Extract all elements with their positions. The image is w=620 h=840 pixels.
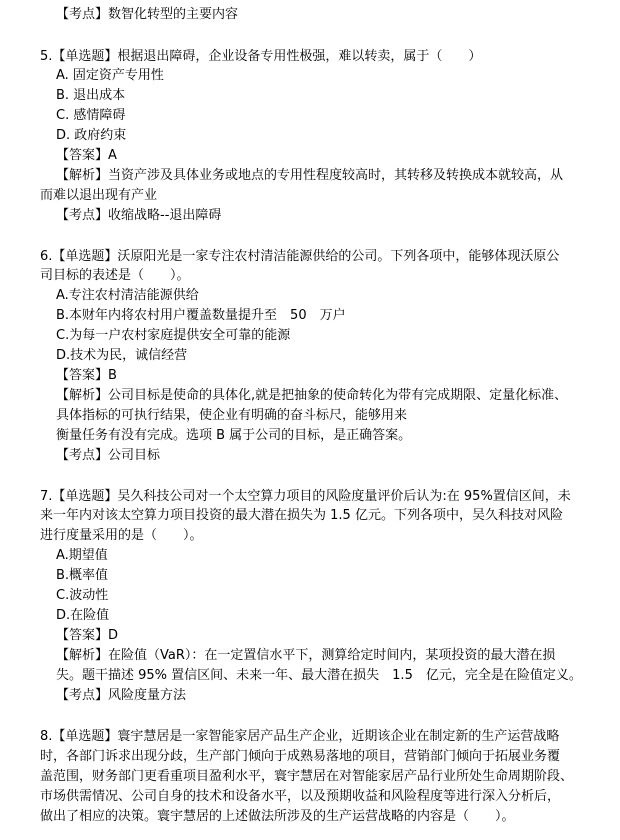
analysis-cont: 衡量任务有没有完成。选项 B 属于公司的目标，是正确答案。 xyxy=(56,428,412,443)
question-stem-cont: 时，各部门诉求出现分歧，生产部门倾向于成熟易落地的项目，营销部门倾向于拓展业务覆 xyxy=(40,749,561,764)
analysis-cont: 具体指标的可执行结果，使企业有明确的奋斗标尺，能够用来 xyxy=(56,408,408,423)
option-b: B.本财年内将农村用户覆盖数量提升至 50 万户 xyxy=(56,308,346,323)
question-stem: 7.【单选题】吴久科技公司对一个太空算力项目的风险度量评价后认为:在 95%置信区间，未 xyxy=(40,489,571,504)
option-d: D.在险值 xyxy=(56,608,110,623)
option-c: C.波动性 xyxy=(56,588,109,603)
analysis: 【解析】当资产涉及具体业务或地点的专用性程度较高时，其转移及转换成本就较高，从 xyxy=(56,168,564,183)
option-b: B. 退出成本 xyxy=(56,88,126,103)
question-stem: 6.【单选题】沃原阳光是一家专注农村清洁能源供给的公司。下列各项中，能够体现沃原公 xyxy=(40,249,560,264)
option-d: D. 政府约束 xyxy=(56,128,127,143)
question-stem: 5.【单选题】根据退出障碍，企业设备专用性极强，难以转卖，属于（ ） xyxy=(40,49,482,64)
kaodian-top: 【考点】数智化转型的主要内容 xyxy=(56,7,239,22)
question-stem: 8.【单选题】寰宇慧居是一家智能家居产品生产企业，近期该企业在制定新的生产运营战略 xyxy=(40,729,560,744)
question-stem-cont: 市场供需情况、公司自身的技术和设备水平，以及预期收益和风险程度等进行深入分析后， xyxy=(40,789,561,804)
question-stem-cont: 盖范围，财务部门更看重项目盈利水平，寰宇慧居在对智能家居产品行业所处生命周期阶段、 xyxy=(40,769,574,784)
question-stem-cont: 进行度量采用的是（ ）。 xyxy=(40,528,203,543)
question-stem-cont: 做出了相应的决策。寰宇慧居的上述做法所涉及的生产运营战略的内容是（ ）。 xyxy=(40,809,515,824)
option-a: A. 固定资产专用性 xyxy=(56,68,164,83)
kaodian: 【考点】风险度量方法 xyxy=(56,688,187,703)
answer: 【答案】B xyxy=(56,368,117,383)
answer: 【答案】D xyxy=(56,628,119,643)
analysis-cont: 失。题干描述 95% 置信区间、未来一年、最大潜在损失 1.5 亿元，完全是在险值定义。 xyxy=(56,668,582,683)
question-stem-cont: 司目标的表述是（ ）。 xyxy=(40,268,190,283)
answer: 【答案】A xyxy=(56,148,117,163)
option-c: C. 感情障碍 xyxy=(56,108,126,123)
option-a: A.期望值 xyxy=(56,548,108,563)
analysis-cont: 而难以退出现有产业 xyxy=(40,188,158,203)
kaodian: 【考点】公司目标 xyxy=(56,448,161,463)
option-c: C.为每一户农村家庭提供安全可靠的能源 xyxy=(56,328,291,343)
option-d: D.技术为民，诚信经营 xyxy=(56,348,188,363)
analysis: 【解析】公司目标是使命的具体化,就是把抽象的使命转化为带有完成期限、定量化标准、 xyxy=(56,388,568,403)
kaodian: 【考点】收缩战略--退出障碍 xyxy=(56,208,222,223)
analysis: 【解析】在险值（VaR）：在一定置信水平下，测算给定时间内，某项投资的最大潜在损 xyxy=(56,648,556,663)
question-stem-cont: 来一年内对该太空算力项目投资的最大潜在损失为 1.5 亿元。下列各项中，吴久科技对风险 xyxy=(40,508,563,523)
option-b: B.概率值 xyxy=(56,568,109,583)
option-a: A.专注农村清洁能源供给 xyxy=(56,288,199,303)
